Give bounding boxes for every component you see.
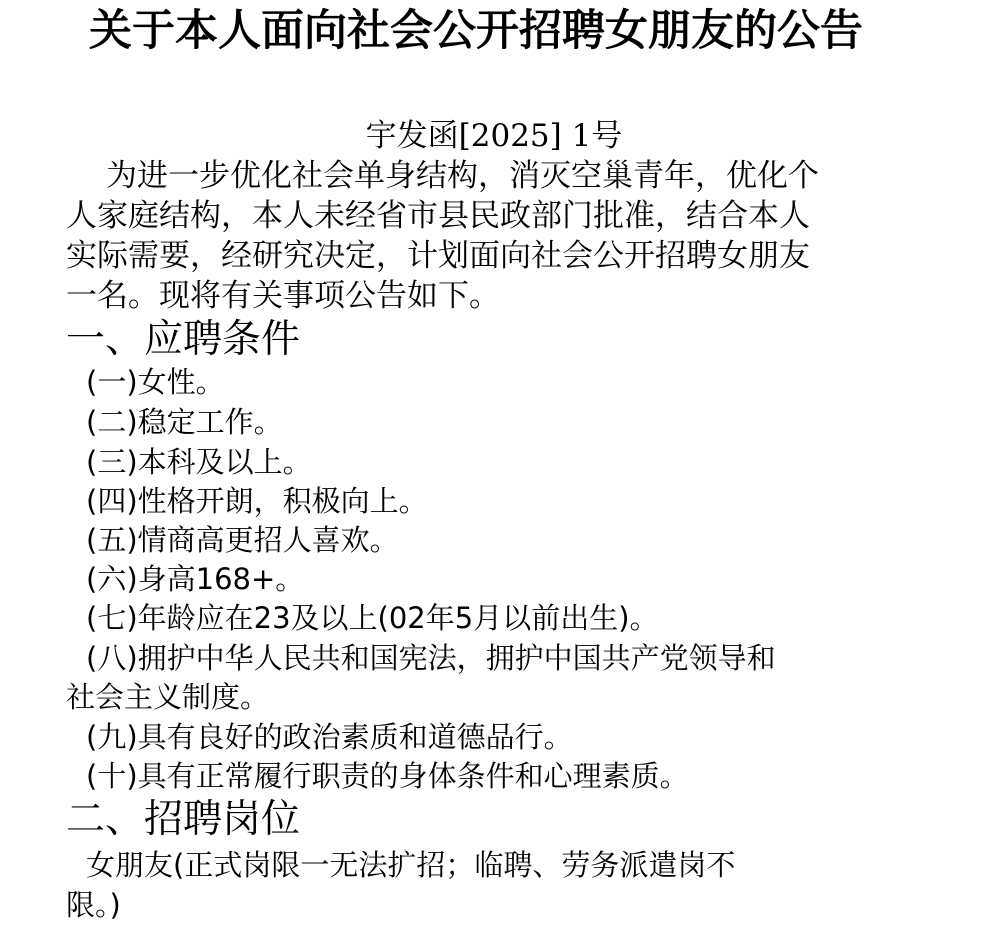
requirement-item: (一)女性。 [86, 365, 225, 399]
document-number: 宇发函[2025] 1号 [365, 118, 623, 154]
requirement-item: (四)性格开朗，积极向上。 [86, 484, 428, 518]
intro-line: 实际需要，经研究决定，计划面向社会公开招聘女朋友 [66, 238, 810, 274]
requirement-item-continued: 社会主义制度。 [66, 680, 270, 714]
requirement-item: (十)具有正常履行职责的身体条件和心理素质。 [86, 759, 689, 793]
requirement-item: (八)拥护中华人民共和国宪法，拥护中国共产党领导和 [86, 641, 776, 675]
requirement-item: (五)情商高更招人喜欢。 [86, 523, 399, 557]
position-line: 女朋友(正式岗限一无法扩招；临聘、劳务派遣岗不 [86, 848, 736, 882]
document-title: 关于本人面向社会公开招聘女朋友的公告 [89, 6, 863, 56]
position-line-continued: 限。) [66, 888, 121, 922]
intro-line: 一名。现将有关事项公告如下。 [66, 278, 500, 314]
requirement-item: (二)稳定工作。 [86, 405, 283, 439]
intro-paragraph [66, 156, 819, 316]
intro-line: 人家庭结构，本人未经省市县民政部门批准，结合本人 [66, 198, 810, 234]
section-heading-position: 二、招聘岗位 [66, 797, 301, 842]
requirement-item: (九)具有良好的政治素质和道德品行。 [86, 720, 573, 754]
requirement-item: (三)本科及以上。 [86, 445, 312, 479]
requirement-item: (七)年龄应在23及以上(02年5月以前出生)。 [86, 601, 659, 635]
intro-line: 为进一步优化社会单身结构，消灭空巢青年，优化个 [106, 158, 819, 194]
section-heading-requirements: 一、应聘条件 [66, 317, 301, 362]
requirement-item: (六)身高168+。 [86, 562, 305, 596]
